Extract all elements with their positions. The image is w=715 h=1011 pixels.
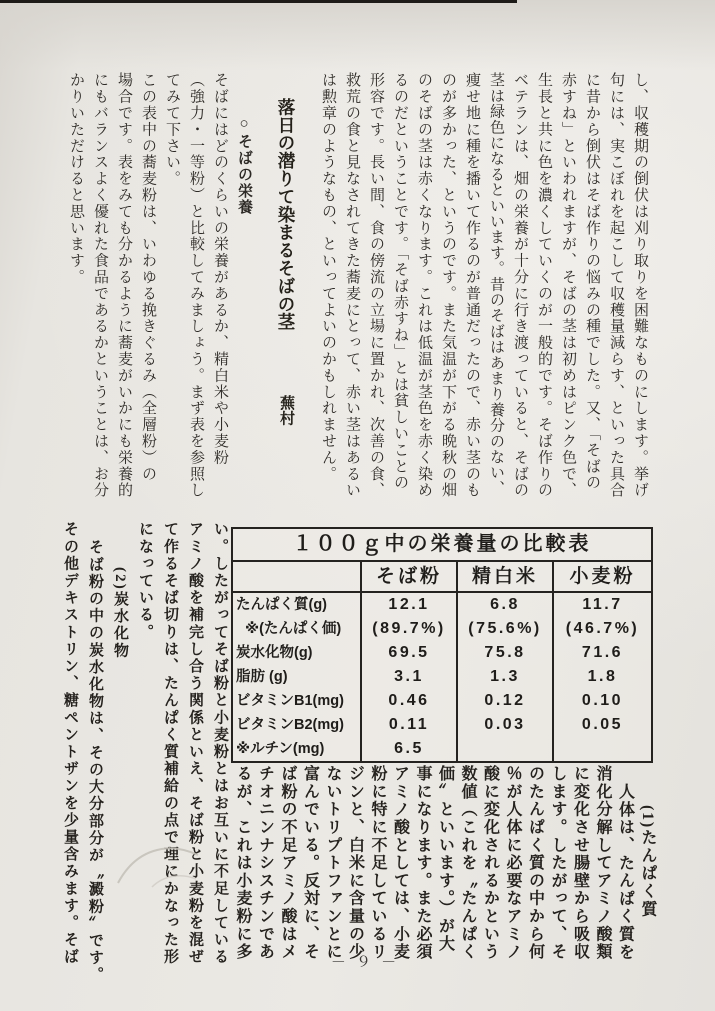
value-cell: 11.7 [552, 593, 651, 617]
column-header-wheat: 小麦粉 [552, 562, 651, 593]
value-cell: 3.1 [360, 665, 456, 689]
body-column: 茎は緑色になるといいます。昔のそばはあまり養分のない、 [488, 72, 504, 496]
value-cell [552, 737, 651, 761]
body-column: 救荒の食と見なされてきた蕎麦にとって、赤い茎はあるい [344, 72, 360, 499]
poem-title-column [271, 72, 301, 510]
value-cell: (75.6%) [456, 617, 552, 641]
body-column: るが、これは小麦粉に多 [234, 765, 251, 961]
row-label: たんぱく質(g) [236, 597, 328, 613]
row-label: ビタミンB2(mg) [236, 717, 344, 733]
body-column: アミノ酸としては、小麦 [391, 765, 409, 961]
body-column: 人体は、たんぱく質を [616, 783, 634, 961]
nutrition-table [231, 527, 653, 763]
body-column: 価〟といいます。）が大 [436, 765, 454, 953]
body-column: ば粉の不足アミノ酸はメ [279, 765, 296, 961]
lower-article-right [230, 765, 658, 983]
value-cell: 69.5 [360, 641, 456, 665]
body-column: になっている。 [137, 521, 153, 641]
body-column: 生長と共に色を濃くしていくのが一般的です。そば作りの [536, 72, 552, 499]
body-column: は勲章のようなもの、といってよいのかもしれません。 [320, 72, 336, 482]
poem-author: 蕪村 [278, 394, 294, 426]
column-header-rice: 精白米 [456, 562, 552, 593]
row-label: 脂肪 (g) [236, 669, 288, 685]
body-column: 形容です。長い間、食の傍流の立場に置かれ、次善の食、 [368, 72, 384, 499]
lower-article-left [40, 521, 232, 984]
table-title: １００ｇ中の栄養量の比較表 [233, 529, 651, 562]
value-cell: 71.6 [552, 641, 651, 665]
body-column: 粉に特に不足しているリ [369, 765, 386, 961]
value-cell: 6.5 [360, 737, 456, 761]
section-heading-nutrition: ○そばの栄養 [236, 116, 252, 216]
body-column: します。したがって、そ [549, 765, 566, 961]
body-column: のたんぱく質の中から何 [526, 765, 544, 961]
body-column: に昔から倒伏はそば作りの悩みの種でした。又、「そばの [584, 72, 600, 491]
body-column: い。したがってそば粉と小麦粉とはお互いに不足している [212, 521, 228, 966]
body-column: 句には、実こぼれを起こして収穫量減らす、といった具合 [608, 72, 624, 499]
value-cell: (89.7%) [360, 617, 456, 641]
body-column: （強力・一等粉）と比較してみましょう。まず表を参照し [188, 72, 204, 499]
body-column: のが多かった、というのです。また気温が下がる晩秋の畑 [440, 72, 456, 499]
body-column: ジンと、白米に含量の少 [346, 765, 364, 961]
body-column: 酸に変化されるかという [481, 765, 499, 961]
value-cell: 1.8 [552, 665, 651, 689]
value-cell: 0.46 [360, 689, 456, 713]
body-column: 数値（これを〝たんぱく [459, 765, 476, 961]
value-cell: 0.03 [456, 713, 552, 737]
column-header-soba: そば粉 [360, 562, 456, 593]
body-column: そばにはどのくらいの栄養があるか、精白米や小麦粉 [212, 72, 228, 466]
value-cell: 0.10 [552, 689, 651, 713]
body-column: アミノ酸を補完し合う関係といえ、そば粉と小麦粉を混ぜ [187, 521, 203, 966]
scan-scratch-artifact [112, 835, 212, 905]
page-number: － ９ － [330, 954, 400, 971]
table-grid [233, 562, 651, 761]
section-heading-carbohydrate: (2)炭水化物 [112, 567, 128, 660]
value-cell: 12.1 [360, 593, 456, 617]
body-column: にもバランスよく優れた食品であるかということは、お分 [92, 72, 108, 499]
body-column: に変化させ腸壁から吸収 [571, 765, 589, 961]
row-label: ビタミンB1(mg) [236, 693, 344, 709]
section-heading-protein: (1)たんぱく質 [639, 805, 656, 919]
body-column: この表中の蕎麦粉は、いわゆる挽きぐるみ（全層粉）の [140, 72, 156, 482]
row-label: ※(たんぱく価) [245, 621, 342, 637]
body-column: 赤すね」といわれますが、そばの茎は初めはピンク色で、 [560, 72, 576, 499]
body-column: 場合です。表をみても分かるように蕎麦がいかにも栄養的 [116, 72, 132, 499]
value-cell: (46.7%) [552, 617, 651, 641]
body-column: 消化分解してアミノ酸類 [594, 765, 611, 961]
body-column: 事になります。また必須 [414, 765, 431, 961]
body-column: 痩せ地に種を播いて作るのが普通だったので、赤い茎のも [464, 72, 480, 499]
upper-article [64, 72, 652, 510]
value-cell: 1.3 [456, 665, 552, 689]
scan-edge-artifact [0, 0, 517, 3]
poem-title: 落日の潜りて染まるそばの茎 [276, 98, 296, 331]
value-cell: 6.8 [456, 593, 552, 617]
value-cell: 0.12 [456, 689, 552, 713]
body-column: ないトリプトファンとに [324, 765, 341, 961]
row-label: ※ルチン(mg) [236, 741, 325, 757]
body-column: ベテランは、畑の栄養が十分に行き渡っていると、そばの [512, 72, 528, 499]
body-column: るのだということです。「そば赤すね」とは貧しいことの [392, 72, 408, 491]
value-cell: 0.11 [360, 713, 456, 737]
table-corner-cell [233, 562, 360, 593]
value-cell: 0.05 [552, 713, 651, 737]
body-column: のそばの茎は赤くなります。これは低温が茎色を赤く染め [416, 72, 432, 499]
body-column: て作るそば切りは、たんぱく質補給の点で理にかなった形 [162, 521, 178, 966]
body-column: ％が人体に必要なアミノ [504, 765, 521, 961]
body-column: チオニンナシスチンであ [256, 765, 274, 961]
value-cell: 75.8 [456, 641, 552, 665]
row-label: 炭水化物(g) [236, 645, 313, 661]
body-column: そば粉の中の炭水化物は、その大分部分が〝澱粉〟です。 [87, 539, 103, 984]
body-column: てみて下さい。 [164, 72, 180, 187]
body-column: その他デキストリン、糖ペントザンを少量含みます。そば [62, 521, 78, 966]
body-column: かりいただけると思います。 [68, 72, 84, 286]
value-cell [456, 737, 552, 761]
body-column: し、収穫期の倒伏は刈り取りを困難なものにします。挙げ [632, 72, 648, 499]
body-column: 富んでいる。反対に、そ [301, 765, 319, 961]
